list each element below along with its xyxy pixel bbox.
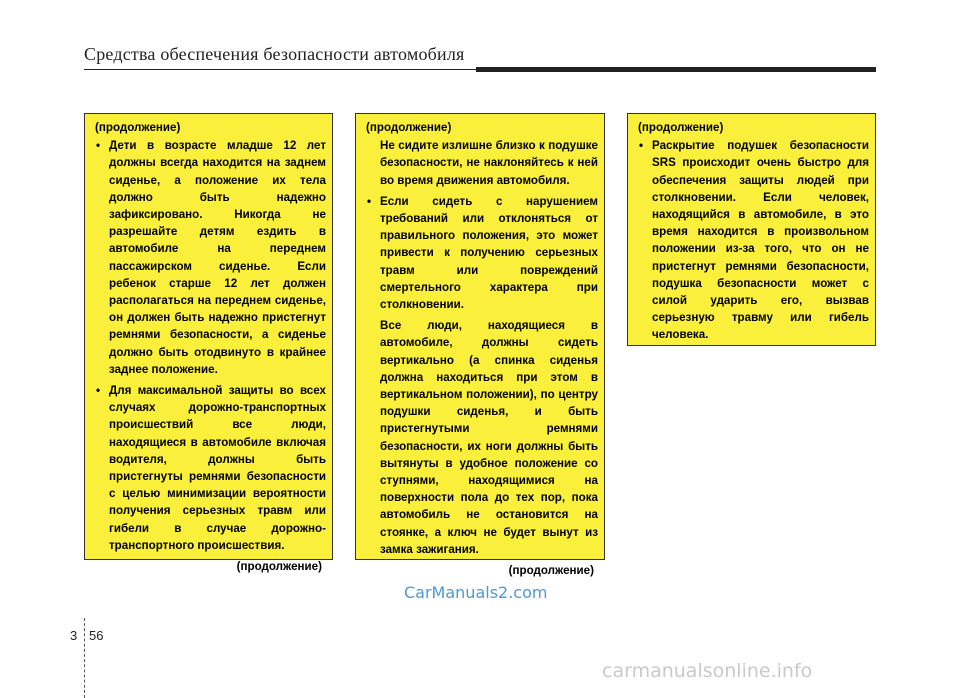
warning-bullet: • Если сидеть с нарушением требований или отклоняться от правильного положения, это может привести к получению серьезных травм или повреждений смертельного характера при столкновении. <box>366 193 598 313</box>
continued-label-top: (продолжение) <box>95 121 181 134</box>
warning-box-2 <box>355 113 605 578</box>
warning-bullet: • Для максимальной защиты во всех случаях дорожно-транспортных происшествий все люди, находящиеся в автомобиле включая водителя, должны быть пристегнуты ремнями безопасности с целью минимизации вероятности получения серьезных травм или гибели в случае дорожно-транспортного происшествия. <box>95 382 326 554</box>
warning-box-3 <box>627 113 876 346</box>
chapter-number: 3 <box>70 628 78 643</box>
warning-paragraph: Все люди, находящиеся в автомобиле, должны сидеть вертикально (а спинка сиденья должна находиться при этом в вертикальном положении), по центру подушки сиденья, и быть пристегнутыми ремнями безопасности, их ноги должны быть вытянуты в удобное положение со ступнями, находящимися на поверхности пола до тех пор, пока автомобиль не остановится на стоянке, а ключ не будет вынут из замка зажигания. <box>380 319 598 556</box>
continued-label-bottom: (продолжение) <box>508 564 594 578</box>
page-number: 56 <box>89 628 104 643</box>
continued-label-top: (продолжение) <box>366 121 452 134</box>
warning-paragraph: Не сидите излишне близко к подушке безопасности, не наклоняйтесь к ней во время движения автомобиля. <box>380 139 598 187</box>
warning-bullet: • Раскрытие подушек безопасности SRS происходит очень быстро для обеспечения защиты людей при столкновении. Если человек, находящийся в автомобиле, в это время находится в произвольном положении из-за того, что он не пристегнут ремнями безопасности, подушка безопасности может с силой ударить его, вызвав серьезную травму или гибель человека. <box>638 137 869 343</box>
continued-label-top: (продолжение) <box>638 121 724 134</box>
page-title: Средства обеспечения безопасности автомобиля <box>84 44 465 64</box>
site-watermark: CarManuals2.com <box>404 583 548 602</box>
warning-box-1 <box>84 113 333 574</box>
warning-bullet: • Дети в возрасте младше 12 лет должны всегда находится на заднем сиденье, а положение их тела должно быть надежно зафиксировано. Никогда не разрешайте детям ездить в автомобиле на переднем пассажирском сиденье. Если ребенок старше 12 лет должен располагаться на переднем сиденье, он должен быть надежно пристегнут ремнями безопасности, а сиденье должно быть отодвинуто в крайнее заднее положение. <box>95 137 326 378</box>
header-rule-accent <box>476 67 876 72</box>
page-number-divider <box>84 618 85 698</box>
footer-watermark: carmanualsonline.info <box>602 660 813 682</box>
continued-label-bottom: (продолжение) <box>236 560 322 574</box>
